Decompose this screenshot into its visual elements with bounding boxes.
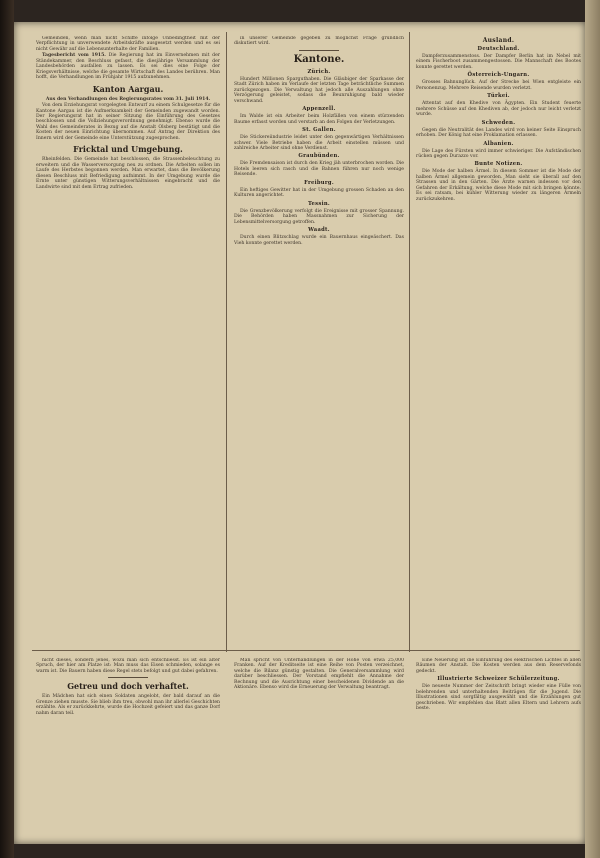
bottom-column-3 [416,658,581,838]
divider [299,50,339,51]
subhead-waadt: Waadt. [308,227,330,234]
subhead-stgallen: St. Gallen. [302,127,336,134]
bottom2-body: Man spricht von Unterhandlungen in der Höhe von etwa 25,000 Franken. Auf der Kreditseite ist eine Reihe von Posten verzeichnet, welche die Bilanz günstig gestalten. Die Generalversammlung wird darüber beschliessen. Der Vorstand empfiehlt die Annahme der Rechnung und die Ausrichtung einer bescheidenen Dividende an die Aktionäre. Ebenso wird die Erneuerung der Verwaltung beantragt. [234,658,404,691]
bottom1-story: Ein Mädchen hat sich einen Soldaten angelobt, der bald darauf an die Grenze ziehen musste. Sie blieb ihm treu, obwohl man ihr allerlei Geschichten erzählte. Als er zurückkehrte, wurde die Hochzeit gefeiert und das ganze Dorf nahm daran teil. [36,694,220,716]
section-title-aargau: Kanton Aargau. [92,83,164,94]
subhead-deutschland: Deutschland. [477,46,520,52]
subhead-zurich: Zürich. [307,68,331,75]
bottom3-title: Illustrierte Schweizer Schülerzeitung. [437,676,560,683]
appenzell-body: Im Walde ist ein Arbeiter beim Holzfällen von einem stürzenden Baume erfasst worden und verstarb an den Folgen der Verletzungen. [234,114,404,125]
col1-news-title: Tagesbericht vom 1915. [42,53,106,59]
albanien-body: Die Lage des Fürsten wird immer schwieriger. Die Aufständischen rücken gegen Durazzo vor. [416,148,581,159]
horizontal-rule [32,650,580,651]
aargau-body: Von dem Erziehungsrat vorgelegten Entwurf zu einem Schulgesetze für die Kantone Aargau ist die Aufmerksamkeit der Gemeinden zugewandt worden. Der Regierungsrat hat in seiner Sitzung die Einführung des Gesetzes beschlossen und die Vollziehungsverordnung genehmigt. Ebenso wurde die Wahl des Gemeinderates in Bezug auf die Anstalt Olsberg bestätigt und die Kosten der neuen Einrichtung übernommen. Auf Antrag der Direktion des Innern wird der Gemeinde eine Unterstützung zugesprochen. [36,103,220,141]
bottom1-body: nicht dieses, sondern jenes, wozu man sich entschliesst. Es ist ein alter Spruch, der hier am Platze ist: Man muss das Eisen schmieden, solange es warm ist. Die Bauern haben diese Regel stets befolgt und gut dabei gefahren. [36,658,220,674]
column-3 [416,36,581,648]
bottom3-story: Die neueste Nummer der Zeitschrift bringt wieder eine Fülle von belehrenden und unterhaltenden Beiträgen für die Jugend. Die Illustrationen sind sorgfältig ausgewählt und die Erzählungen gut geschrieben. Wir empfehlen das Blatt allen Eltern und Lehrern aufs beste. [416,684,581,712]
subhead-albanien: Albanien. [483,140,514,147]
subhead-freiburg: Freiburg. [304,179,334,186]
subhead-schweden: Schweden. [481,119,516,126]
col2-lead: in unserer Gemeinde gegeben zu möglichst Frage gründlich diskutiert wird. [234,36,404,47]
subhead-appenzell: Appenzell. [302,106,336,113]
section-title-ausland: Ausland. [482,37,515,44]
bottom1-title: Getreu und doch verhaftet. [67,681,189,692]
bottom-column-1 [36,658,220,838]
freiburg-body: Ein heftiges Gewitter hat in der Umgebung grossen Schaden an den Kulturen angerichtet. [234,187,404,199]
aargau-subhead: Aus den Verhandlungen des Regierungsrates vom 31. Juli 1914. [45,96,211,102]
subhead-bunte-notizen: Bunte Notizen. [474,161,523,168]
tuerkei-body: Attentat auf den Khedive von Ägypten. Ein Student feuerte mehrere Schüsse auf den Khediven ab, der jedoch nur leicht verletzt wurde. [416,101,581,118]
stgallen-body: Die Stickereiindustrie leidet unter den gegenwärtigen Verhältnissen schwer. Viele Betriebe haben die Arbeit einstellen müssen und zahlreiche Arbeiter sind ohne Verdienst. [234,135,404,151]
newspaper-page [14,22,585,844]
tessin-body: Die Grenzbevölkerung verfolgt die Ereignisse mit grosser Spannung. Die Behörden haben Massnahmen zur Sicherung der Lebensmittelversorgung getroffen. [234,208,404,225]
fricktal-body: Rheinfelden. Die Gemeinde hat beschlossen, die Strassenbeleuchtung zu erweitern und die Wasserversorgung neu zu ordnen. Die Arbeiten sollen im Laufe des Herbstes begonnen werden. Man erwartet, dass die Bevölkerung diesen Beschluss mit Befriedigung aufnimmt. In der Umgebung wurde die Ernte unter günstigen Witterungsverhältnissen eingebracht und die Landwirte sind mit dem Ertrag zufrieden. [36,157,220,190]
graubuenden-body: Die Fremdensaison ist durch den Krieg jäh unterbrochen worden. Die Hotels leeren sich rasch und die Bahnen führen nur noch wenige Reisende. [234,161,404,178]
oesterreich-body: Grosses Bahnunglück. Auf der Strecke bei Wien entgleiste ein Personenzug. Mehrere Reisende wurden verletzt. [416,80,581,91]
subhead-tessin: Tessin. [307,200,331,207]
book-spine [0,0,14,858]
column-2 [234,36,404,648]
bunte-notizen-body: Die Mode der halben Ärmel. In diesem Sommer ist die Mode der halben Ärmel allgemein geworden. Man sieht sie überall auf den Strassen und in den Gärten. Die Ärzte warnen indessen vor den Gefahren der Erkältung, welche diese Mode mit sich bringen könnte. Es sei ratsam, bei kühler Witterung wieder zu längeren Ärmeln zurückzukehren. [416,169,581,202]
subhead-graubuenden: Graubünden. [298,153,340,160]
subhead-tuerkei: Türkei. [487,93,510,100]
col1-news-body: Die Regierung hat im Einvernehmen mit der Ständekammer, den Beschluss gefasst, die diesjährige Versammlung der Landesbehörden ausfallen zu lassen. Es sei dies eine Folge der Kriegsverhältnisse, welche die gesamte Wirtschaft des Landes berühren. Man hofft, die Verhandlungen im Frühjahr 1915 aufzunehmen. [36,53,220,81]
waadt-body: Durch einen Blitzschlag wurde ein Bauernhaus eingeäschert. Das Vieh konnte gerettet werden. [234,235,404,246]
column-1 [36,36,220,648]
bottom-column-2 [234,658,404,838]
column-rule-2 [409,32,410,652]
zurich-body: Hundert Millionen Sparguthaben. Die Gläubiger der Sparkasse der Stadt Zürich haben im Verlaufe der letzten Tage beträchtliche Summen zurückgezogen. Die Verwaltung hat jedoch alle Auszahlungen ohne Verzögerung geleistet, sodass die Beunruhigung bald wieder verschwand. [234,76,404,104]
col1-intro: Gemeinden, wenn man nicht Schiffe infolge Unbedingtheit mit der Verpflichtung in unverwendete Arbeitskräfte ausgesetzt werden und es sei nicht Gewähr auf die Lebensunterhalte der Familien. [36,36,220,52]
section-title-kantone: Kantone. [293,53,345,65]
subhead-oesterreich: Österreich-Ungarn. [467,72,530,79]
bottom3-body: Eine Neuerung ist die Einführung des elektrischen Lichtes in allen Räumen der Anstalt. Die Kosten werden aus dem Reservefonds gedeckt. [416,658,581,674]
deutschland-body: Dampferzusammenstoss. Der Dampfer Berlin hat im Nebel mit einem Fischerboot zusammengestossen. Die Mannschaft des Bootes konnte gerettet werden. [416,54,581,70]
schweden-body: Gegen die Neutralität des Landes wird von keiner Seite Einspruch erhoben. Der König hat eine Proklamation erlassen. [416,127,581,139]
column-rule-1 [226,32,227,652]
section-title-fricktal: Fricktal und Umgebung. [73,144,183,155]
page-edges [585,0,600,858]
divider [108,677,148,678]
